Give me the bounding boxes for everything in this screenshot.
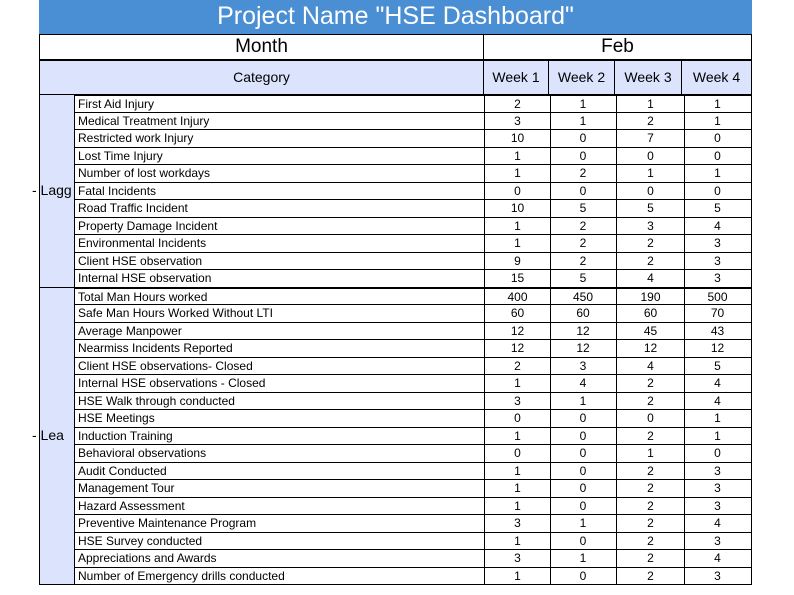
value-cell: 4 [617,358,685,375]
table-row [75,375,752,393]
value-cell: 1 [550,515,617,532]
value-cell: 12 [617,340,685,357]
category-cell: Property Damage Incident [75,218,485,235]
value-cell: 0 [485,183,551,200]
value-cell: 2 [617,568,685,585]
value-cell: 0 [550,533,617,550]
category-cell: Number of lost workdays [75,165,485,182]
category-cell: Road Traffic Incident [75,200,485,217]
week-header: Week 3 [614,60,682,95]
value-cell: 3 [550,358,617,375]
value-cell: 2 [485,358,551,375]
value-cell: 400 [485,289,551,305]
table-row [75,95,752,113]
value-cell: 0 [550,480,617,497]
category-cell: Preventive Maintenance Program [75,515,485,532]
header-row [39,60,752,95]
value-cell: 60 [485,305,551,322]
dashboard-title: Project Name "HSE Dashboard" [39,0,752,34]
value-cell: 1 [684,410,752,427]
table-row [75,550,752,568]
table-row [75,305,752,323]
category-cell: Appreciations and Awards [75,550,485,567]
value-cell: 60 [550,305,617,322]
category-cell: First Aid Injury [75,96,485,112]
value-cell: 3 [684,270,752,287]
group-label: - Lea [32,427,64,444]
value-cell: 1 [485,533,551,550]
value-cell: 1 [485,375,551,392]
value-cell: 1 [485,568,551,585]
category-cell: Internal HSE observations - Closed [75,375,485,392]
week-header: Week 2 [548,60,615,95]
value-cell: 0 [550,498,617,515]
table-row [75,165,752,183]
category-cell: Restricted work Injury [75,130,485,147]
value-cell: 5 [550,270,617,287]
value-cell: 0 [550,445,617,462]
value-cell: 1 [550,113,617,130]
value-cell: 0 [684,183,752,200]
value-cell: 3 [684,480,752,497]
value-cell: 12 [485,323,551,340]
value-cell: 2 [550,235,617,252]
table-row [75,148,752,166]
table-row [75,480,752,498]
value-cell: 9 [485,253,551,270]
value-cell: 5 [684,358,752,375]
value-cell: 1 [485,235,551,252]
value-cell: 0 [684,130,752,147]
value-cell: 3 [485,550,551,567]
value-cell: 0 [617,410,685,427]
value-cell: 60 [617,305,685,322]
value-cell: 0 [684,445,752,462]
value-cell: 4 [617,270,685,287]
category-cell: Fatal Incidents [75,183,485,200]
value-cell: 12 [550,340,617,357]
value-cell: 3 [684,568,752,585]
value-cell: 1 [550,96,617,112]
value-cell: 4 [684,218,752,235]
value-cell: 1 [485,463,551,480]
group-divider [39,584,75,585]
value-cell: 2 [617,463,685,480]
table-row [75,515,752,533]
value-cell: 1 [485,480,551,497]
table-row [75,113,752,131]
value-cell: 2 [550,253,617,270]
value-cell: 3 [684,498,752,515]
category-cell: Average Manpower [75,323,485,340]
value-cell: 1 [485,218,551,235]
group-label-cell [32,95,75,288]
category-cell: Safe Man Hours Worked Without LTI [75,305,485,322]
value-cell: 4 [684,375,752,392]
value-cell: 0 [550,148,617,165]
value-cell: 0 [550,183,617,200]
value-cell: 190 [617,289,685,305]
table-row [75,218,752,236]
category-cell: Client HSE observation [75,253,485,270]
value-cell: 1 [617,96,685,112]
value-cell: 4 [550,375,617,392]
value-cell: 1 [550,393,617,410]
value-cell: 7 [617,130,685,147]
table-row [75,533,752,551]
value-cell: 45 [617,323,685,340]
value-cell: 12 [485,340,551,357]
category-cell: Hazard Assessment [75,498,485,515]
category-cell: Nearmiss Incidents Reported [75,340,485,357]
value-cell: 0 [550,130,617,147]
value-cell: 0 [485,445,551,462]
table-row [75,498,752,516]
value-cell: 1 [684,165,752,182]
value-cell: 0 [684,148,752,165]
value-cell: 0 [550,568,617,585]
value-cell: 2 [617,393,685,410]
table-row [75,183,752,201]
value-cell: 0 [485,410,551,427]
table-row [75,428,752,446]
value-cell: 70 [684,305,752,322]
value-cell: 1 [617,445,685,462]
table-row [75,340,752,358]
value-cell: 12 [550,323,617,340]
value-cell: 2 [617,550,685,567]
category-cell: Total Man Hours worked [75,289,485,305]
value-cell: 0 [550,410,617,427]
month-label: Month [39,34,484,60]
value-cell: 5 [617,200,685,217]
value-cell: 3 [684,533,752,550]
table-row [75,200,752,218]
value-cell: 500 [684,289,752,305]
value-cell: 3 [485,515,551,532]
category-cell: Induction Training [75,428,485,445]
value-cell: 2 [617,515,685,532]
week-header: Week 1 [483,60,549,95]
value-cell: 3 [684,463,752,480]
table-row [75,358,752,376]
value-cell: 0 [550,428,617,445]
value-cell: 2 [550,218,617,235]
value-cell: 1 [485,165,551,182]
category-header: Category [39,60,484,95]
value-cell: 15 [485,270,551,287]
value-cell: 1 [550,550,617,567]
table-row [75,393,752,411]
value-cell: 2 [617,480,685,497]
category-cell: Management Tour [75,480,485,497]
value-cell: 4 [684,515,752,532]
group-label: - Lagg [32,182,72,199]
value-cell: 2 [550,165,617,182]
group-label-cell [32,288,75,586]
category-cell: Internal HSE observation [75,270,485,287]
category-cell: HSE Survey conducted [75,533,485,550]
value-cell: 12 [684,340,752,357]
value-cell: 1 [485,148,551,165]
table-row [75,130,752,148]
value-cell: 1 [684,428,752,445]
value-cell: 1 [684,96,752,112]
value-cell: 2 [617,235,685,252]
value-cell: 2 [617,253,685,270]
table-row [75,270,752,288]
value-cell: 2 [617,428,685,445]
value-cell: 0 [550,463,617,480]
table-row [75,253,752,271]
value-cell: 5 [684,200,752,217]
value-cell: 2 [485,96,551,112]
table-row [75,235,752,253]
category-cell: Lost Time Injury [75,148,485,165]
value-cell: 10 [485,130,551,147]
value-cell: 2 [617,375,685,392]
category-cell: HSE Walk through conducted [75,393,485,410]
value-cell: 10 [485,200,551,217]
table-row [75,463,752,481]
value-cell: 3 [684,235,752,252]
value-cell: 1 [684,113,752,130]
month-value: Feb [483,34,752,60]
category-cell: Number of Emergency drills conducted [75,568,485,585]
category-cell: Behavioral observations [75,445,485,462]
value-cell: 450 [550,289,617,305]
table-row [75,445,752,463]
value-cell: 1 [617,165,685,182]
value-cell: 3 [485,113,551,130]
table-row [75,288,752,306]
value-cell: 2 [617,533,685,550]
value-cell: 2 [617,113,685,130]
value-cell: 0 [617,148,685,165]
value-cell: 2 [617,498,685,515]
value-cell: 1 [485,428,551,445]
value-cell: 1 [485,498,551,515]
month-row [39,34,752,60]
category-cell: Client HSE observations- Closed [75,358,485,375]
value-cell: 43 [684,323,752,340]
value-cell: 3 [684,253,752,270]
table-row [75,410,752,428]
value-cell: 4 [684,550,752,567]
table-row [75,568,752,586]
value-cell: 0 [617,183,685,200]
value-cell: 3 [617,218,685,235]
week-header: Week 4 [681,60,752,95]
category-cell: Medical Treatment Injury [75,113,485,130]
category-cell: Audit Conducted [75,463,485,480]
value-cell: 5 [550,200,617,217]
category-cell: HSE Meetings [75,410,485,427]
value-cell: 4 [684,393,752,410]
table-row [75,323,752,341]
category-cell: Environmental Incidents [75,235,485,252]
value-cell: 3 [485,393,551,410]
